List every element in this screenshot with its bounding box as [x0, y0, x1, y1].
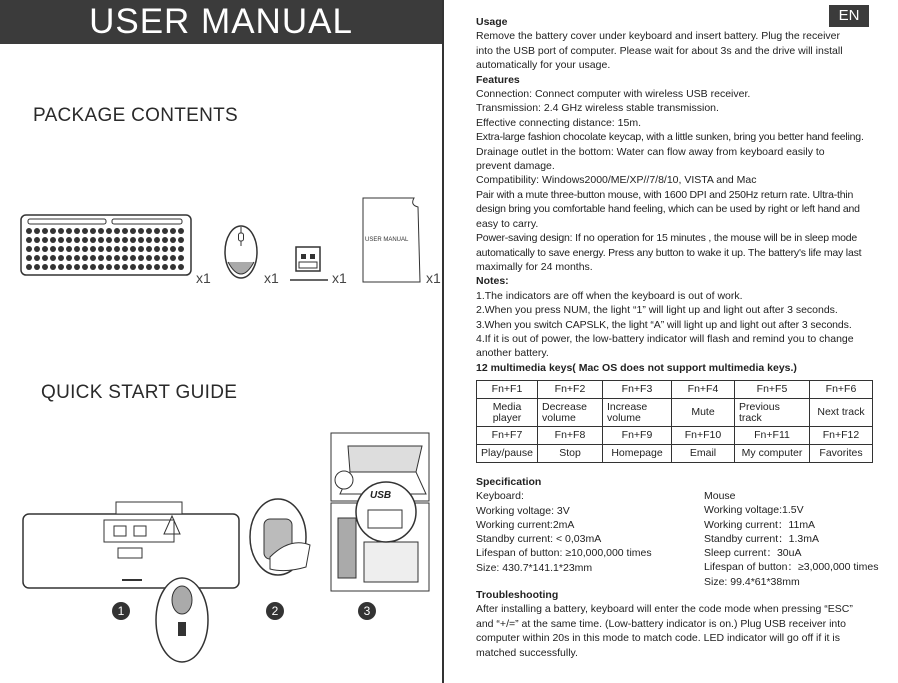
keycap — [26, 228, 32, 234]
key-cell: Fn+F3 — [603, 381, 672, 399]
function-line: player — [492, 411, 522, 424]
keycap — [178, 246, 184, 252]
booklet-label: USER MANUAL — [365, 237, 409, 243]
keycap — [34, 228, 40, 234]
keycap — [178, 255, 184, 261]
troubleshooting-line: After installing a battery, keyboard will enter the code mode when pressing “ESC” — [476, 603, 853, 616]
usage-line: automatically for your usage. — [476, 59, 611, 72]
keycap — [50, 237, 56, 243]
keycap — [66, 246, 72, 252]
manual-qty: x1 — [426, 270, 441, 286]
keycap — [178, 264, 184, 270]
keycap — [82, 255, 88, 261]
feature-line: Drainage outlet in the bottom: Water can flow away from keyboard easily to — [476, 145, 825, 158]
keycap — [138, 246, 144, 252]
function-line: Previous — [739, 400, 780, 413]
keycap — [162, 228, 168, 234]
feature-line: Transmission: 2.4 GHz wireless stable transmission. — [476, 102, 719, 115]
note-line: another battery. — [476, 347, 549, 360]
keycap — [170, 237, 176, 243]
keycap — [26, 255, 32, 261]
mouse-spec-line: Size: 99.4*61*38mm — [704, 575, 800, 588]
key-cell: Fn+F11 — [735, 427, 810, 445]
keycap — [90, 246, 96, 252]
keycap — [90, 237, 96, 243]
table-row — [477, 381, 873, 399]
keycap — [98, 255, 104, 261]
keycap — [98, 264, 104, 270]
function-cell: Stop — [538, 445, 603, 463]
keycap — [66, 255, 72, 261]
keycap — [82, 264, 88, 270]
keycap — [74, 255, 80, 261]
function-cell — [538, 399, 603, 427]
specification-section — [476, 475, 890, 588]
mouse-qty: x1 — [264, 270, 279, 286]
keycap — [138, 228, 144, 234]
keycap — [50, 246, 56, 252]
keycap — [122, 255, 128, 261]
keyboard-spec-line: Working current:2mA — [476, 518, 575, 531]
language-badge: EN — [829, 5, 869, 27]
keycap — [26, 264, 32, 270]
key-cell: Fn+F1 — [477, 381, 538, 399]
keycap — [50, 264, 56, 270]
function-cell — [735, 399, 810, 427]
keycap — [130, 264, 136, 270]
keycap — [42, 237, 48, 243]
keycap — [58, 246, 64, 252]
function-line: volume — [607, 411, 641, 424]
mouse-spec-line: Sleep current：30uA — [704, 547, 802, 560]
right-page-text — [476, 15, 890, 375]
keycap — [114, 246, 120, 252]
keycap — [42, 264, 48, 270]
mouse-icon — [220, 222, 266, 284]
keycap — [106, 228, 112, 234]
table-row — [477, 445, 873, 463]
keycap — [66, 228, 72, 234]
mouse-spec-line: Working current：11mA — [704, 518, 816, 531]
keycap — [74, 228, 80, 234]
keycap — [154, 237, 160, 243]
keyboard-spec-line: Lifespan of button: ≥10,000,000 times — [476, 547, 652, 560]
key-cell: Fn+F8 — [538, 427, 603, 445]
keycap — [178, 228, 184, 234]
key-cell: Fn+F9 — [603, 427, 672, 445]
keycap — [122, 237, 128, 243]
keycap — [98, 237, 104, 243]
keycap — [146, 237, 152, 243]
feature-line: Connection: Connect computer with wireless USB receiver. — [476, 88, 751, 101]
keycap — [66, 264, 72, 270]
step-2-badge: 2 — [266, 602, 284, 620]
keycap — [42, 255, 48, 261]
keycap — [170, 264, 176, 270]
table-row — [477, 427, 873, 445]
keycap — [170, 246, 176, 252]
keycap — [34, 264, 40, 270]
keycap — [58, 255, 64, 261]
keycap — [106, 246, 112, 252]
keycap — [114, 264, 120, 270]
keycap — [146, 228, 152, 234]
function-line: track — [739, 411, 762, 424]
keycap — [106, 255, 112, 261]
feature-line: easy to carry. — [476, 217, 539, 230]
keycap — [34, 255, 40, 261]
keycap — [82, 237, 88, 243]
table-row — [477, 399, 873, 427]
key-cell: Fn+F7 — [477, 427, 538, 445]
notes-heading: Notes: — [476, 275, 509, 288]
mouse-spec-line: Working voltage:1.5V — [704, 504, 804, 517]
feature-line: Effective connecting distance: 15m. — [476, 116, 641, 129]
key-cell: Fn+F2 — [538, 381, 603, 399]
function-cell: Favorites — [810, 445, 873, 463]
note-line: 2.When you press NUM, the light “1” will light up and light out after 3 seconds. — [476, 304, 838, 317]
manual-title: USER MANUAL — [89, 2, 353, 41]
key-cell: Fn+F5 — [735, 381, 810, 399]
keycap — [26, 237, 32, 243]
keycap — [146, 255, 152, 261]
keycap — [122, 264, 128, 270]
troubleshooting-line: computer within 20s in this mode to match code. LED indicator will go off if it is — [476, 632, 840, 645]
keycap — [122, 228, 128, 234]
function-line: volume — [542, 411, 576, 424]
step-1-badge: 1 — [112, 602, 130, 620]
feature-line: design bring you comfortable hand feeling, which can be used by right or left hand and — [476, 203, 860, 216]
keycap — [106, 237, 112, 243]
key-cell: Fn+F10 — [672, 427, 735, 445]
title-bar — [0, 0, 442, 44]
function-cell — [672, 399, 735, 427]
keycap — [146, 264, 152, 270]
note-line: 3.When you switch CAPSLK, the light “A” will light up and light out after 3 seconds. — [476, 318, 852, 331]
keycap — [130, 255, 136, 261]
keycap — [106, 264, 112, 270]
keycap — [154, 228, 160, 234]
keycap — [178, 237, 184, 243]
keyboard-qty: x1 — [196, 270, 211, 286]
keycap — [34, 246, 40, 252]
keycap — [90, 264, 96, 270]
mouse-spec-column — [704, 489, 878, 589]
key-cell: Fn+F6 — [810, 381, 873, 399]
left-page — [0, 0, 444, 683]
keycap — [58, 228, 64, 234]
keycap — [82, 246, 88, 252]
keycap — [74, 246, 80, 252]
keycap — [170, 255, 176, 261]
keycap — [162, 237, 168, 243]
usb-receiver-icon — [288, 244, 330, 284]
feature-line: Compatibility: Windows2000/ME/XP//7/8/10, VISTA and Mac — [476, 174, 757, 187]
keycap — [122, 246, 128, 252]
keyboard-spec-line: Size: 430.7*141.1*23mm — [476, 561, 593, 574]
keyboard-icon — [20, 214, 192, 276]
keycap — [50, 255, 56, 261]
function-line: Increase — [607, 400, 648, 413]
troubleshooting-line: and “+/=” at the same time. (Low-battery indicator is on.) Plug USB receiver into — [476, 617, 846, 630]
keycap — [42, 246, 48, 252]
function-cell — [603, 399, 672, 427]
keycap — [138, 237, 144, 243]
function-cell: My computer — [735, 445, 810, 463]
keycap — [154, 246, 160, 252]
feature-line: prevent damage. — [476, 160, 555, 173]
usage-line: Remove the battery cover under keyboard and insert battery. Plug the receiver — [476, 30, 840, 43]
troubleshooting-section — [476, 588, 890, 660]
feature-line: automatically to save energy. Press any button to wake it up. The battery's life may last — [476, 246, 862, 259]
keycap — [162, 255, 168, 261]
troubleshooting-line: matched successfully. — [476, 646, 578, 659]
keycap — [34, 237, 40, 243]
key-cell: Fn+F4 — [672, 381, 735, 399]
mouse-bottom-icon — [150, 568, 214, 666]
keycap — [162, 246, 168, 252]
keycap — [26, 246, 32, 252]
keycap — [98, 246, 104, 252]
feature-line: maximally for 24 months. — [476, 260, 593, 273]
mouse-spec-line: Lifespan of button：≥3,000,000 times — [704, 561, 879, 574]
features-heading: Features — [476, 73, 520, 86]
note-line: 4.If it is out of power, the low-battery indicator will flash and remind you to change — [476, 332, 854, 345]
function-line: Mute — [691, 406, 715, 418]
keyboard-spec-line: Working voltage: 3V — [476, 504, 570, 517]
receiver-qty: x1 — [332, 270, 347, 286]
manual-booklet — [362, 197, 422, 283]
keycap — [90, 255, 96, 261]
function-line: Media — [492, 400, 522, 413]
keycap — [58, 264, 64, 270]
keycap — [74, 237, 80, 243]
keycap — [130, 237, 136, 243]
spec-heading: Specification — [476, 476, 542, 488]
usb-label: USB — [370, 490, 392, 501]
keycap — [146, 246, 152, 252]
mouse-battery-icon — [240, 497, 314, 587]
keycap — [58, 237, 64, 243]
troubleshooting-heading: Troubleshooting — [476, 589, 559, 601]
keycap — [98, 228, 104, 234]
package-contents-heading: PACKAGE CONTENTS — [33, 105, 239, 126]
multimedia-heading: 12 multimedia keys( Mac OS does not support multimedia keys.) — [476, 361, 797, 374]
usage-heading: Usage — [476, 16, 508, 28]
key-cell: Fn+F12 — [810, 427, 873, 445]
feature-line: Pair with a mute three-button mouse, with 1600 DPI and 250Hz return rate. Ultra-thin — [476, 188, 854, 201]
keycap — [114, 228, 120, 234]
keycap — [114, 237, 120, 243]
function-cell — [477, 399, 538, 427]
function-cell: Homepage — [603, 445, 672, 463]
keyboard-spec-line: Keyboard: — [476, 490, 524, 503]
keycap — [162, 264, 168, 270]
keycap — [66, 237, 72, 243]
note-line: 1.The indicators are off when the keyboard is out of work. — [476, 289, 743, 302]
keycap — [90, 228, 96, 234]
keycap — [42, 228, 48, 234]
keycap — [82, 228, 88, 234]
mouse-spec-line: Standby current：1.3mA — [704, 532, 819, 545]
feature-line: Power-saving design: If no operation for 15 minutes , the mouse will be in sleep mode — [476, 232, 858, 245]
keycap — [154, 255, 160, 261]
keycap — [74, 264, 80, 270]
keycap — [170, 228, 176, 234]
function-line: Next track — [817, 406, 865, 418]
usage-line: into the USB port of computer. Please wait for about 3s and the drive will install — [476, 44, 843, 57]
quick-start-heading: QUICK START GUIDE — [41, 382, 238, 403]
step-3-badge: 3 — [358, 602, 376, 620]
keycap — [154, 264, 160, 270]
keycap — [138, 255, 144, 261]
mouse-spec-line: Mouse — [704, 490, 736, 502]
keycap — [130, 228, 136, 234]
function-cell: Email — [672, 445, 735, 463]
keycap — [130, 246, 136, 252]
keyboard-spec-line: Standby current: < 0,03mA — [476, 533, 602, 546]
function-line: Decrease — [542, 400, 587, 413]
keycap — [50, 228, 56, 234]
function-cell — [810, 399, 873, 427]
feature-line: Extra-large fashion chocolate keycap, with a little sunken, bring you better hand feeling. — [476, 131, 864, 144]
multimedia-keys-table — [476, 380, 873, 463]
function-cell: Play/pause — [477, 445, 538, 463]
keycap — [114, 255, 120, 261]
keycap — [138, 264, 144, 270]
